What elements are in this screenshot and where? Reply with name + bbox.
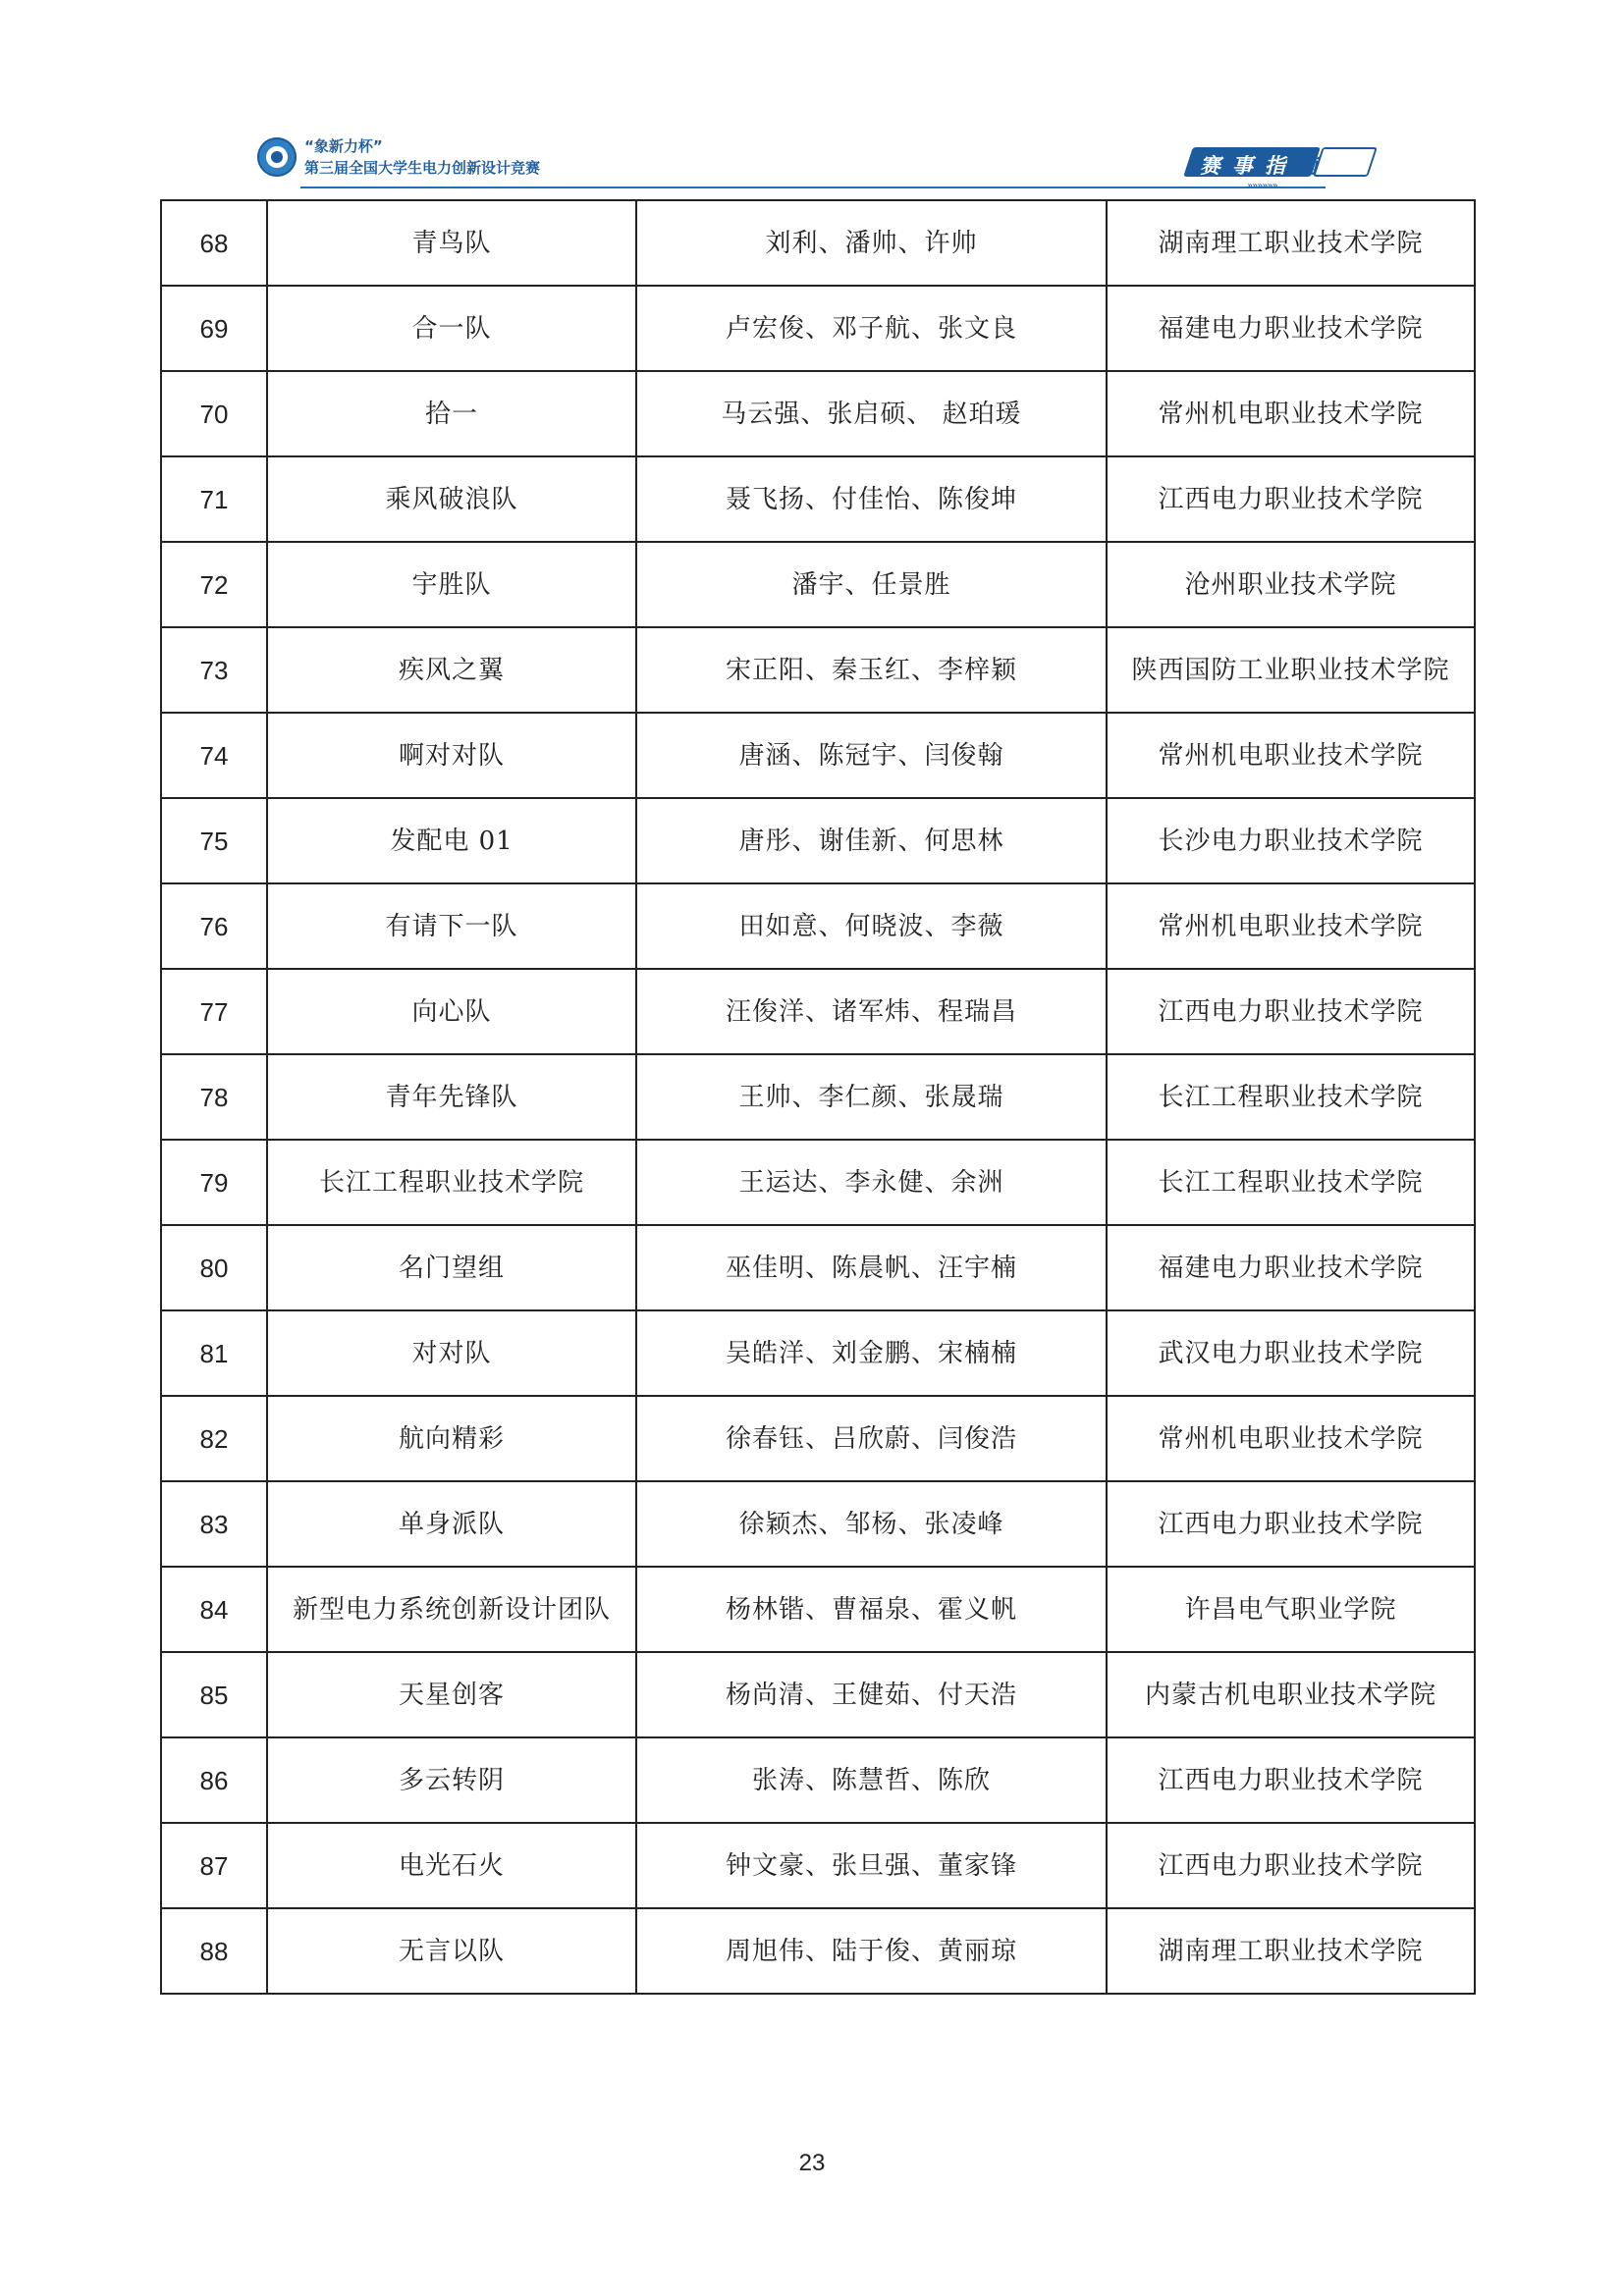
school-cell: 陕西国防工业职业技术学院 [1107, 627, 1475, 713]
team-members-cell: 唐涵、陈冠宇、闫俊翰 [636, 713, 1107, 798]
team-members-cell: 卢宏俊、邓子航、张文良 [636, 286, 1107, 371]
team-members-cell: 唐彤、谢佳新、何思林 [636, 798, 1107, 883]
school-cell: 江西电力职业技术学院 [1107, 456, 1475, 542]
team-number-cell: 87 [161, 1823, 267, 1908]
team-number-cell: 84 [161, 1567, 267, 1652]
team-number-cell: 86 [161, 1737, 267, 1823]
team-members-cell: 刘利、潘帅、许帅 [636, 200, 1107, 286]
team-number-cell: 82 [161, 1396, 267, 1481]
team-members-cell: 潘宇、任景胜 [636, 542, 1107, 627]
team-number-cell: 83 [161, 1481, 267, 1567]
table-row [161, 1908, 1475, 1994]
table-row [161, 1310, 1475, 1396]
school-cell: 福建电力职业技术学院 [1107, 1225, 1475, 1310]
table-row [161, 1823, 1475, 1908]
team-members-cell: 杨林锴、曹福泉、霍义帆 [636, 1567, 1107, 1652]
team-number-cell: 72 [161, 542, 267, 627]
table-row [161, 1481, 1475, 1567]
team-name-cell: 青鸟队 [267, 200, 636, 286]
team-name-cell: 单身派队 [267, 1481, 636, 1567]
table-row [161, 1652, 1475, 1737]
table-row [161, 1567, 1475, 1652]
team-name-cell: 合一队 [267, 286, 636, 371]
school-cell: 长沙电力职业技术学院 [1107, 798, 1475, 883]
school-cell: 湖南理工职业技术学院 [1107, 1908, 1475, 1994]
team-name-cell: 多云转阴 [267, 1737, 636, 1823]
team-name-cell: 无言以队 [267, 1908, 636, 1994]
table-row [161, 798, 1475, 883]
header-title-line1: “象新力杯” [304, 137, 383, 155]
team-members-cell: 王帅、李仁颜、张晟瑞 [636, 1054, 1107, 1140]
team-members-cell: 宋正阳、秦玉红、李梓颖 [636, 627, 1107, 713]
table-row [161, 1737, 1475, 1823]
school-cell: 长江工程职业技术学院 [1107, 1054, 1475, 1140]
team-members-cell: 张涛、陈慧哲、陈欣 [636, 1737, 1107, 1823]
team-number-cell: 76 [161, 883, 267, 969]
team-name-cell: 新型电力系统创新设计团队 [267, 1567, 636, 1652]
table-row [161, 713, 1475, 798]
table-row [161, 883, 1475, 969]
table-row [161, 542, 1475, 627]
school-cell: 许昌电气职业学院 [1107, 1567, 1475, 1652]
school-cell: 常州机电职业技术学院 [1107, 883, 1475, 969]
team-members-cell: 聂飞扬、付佳怡、陈俊坤 [636, 456, 1107, 542]
team-number-cell: 71 [161, 456, 267, 542]
team-members-cell: 田如意、何晓波、李薇 [636, 883, 1107, 969]
team-name-cell: 对对队 [267, 1310, 636, 1396]
school-cell: 沧州职业技术学院 [1107, 542, 1475, 627]
team-name-cell: 乘风破浪队 [267, 456, 636, 542]
team-number-cell: 77 [161, 969, 267, 1054]
school-cell: 常州机电职业技术学院 [1107, 713, 1475, 798]
team-name-cell: 疾风之翼 [267, 627, 636, 713]
school-cell: 江西电力职业技术学院 [1107, 969, 1475, 1054]
team-number-cell: 85 [161, 1652, 267, 1737]
team-members-cell: 钟文豪、张旦强、董家锋 [636, 1823, 1107, 1908]
guide-badge: 赛事指南 »»»»»» [1188, 147, 1375, 179]
team-name-cell: 航向精彩 [267, 1396, 636, 1481]
school-cell: 常州机电职业技术学院 [1107, 371, 1475, 456]
team-number-cell: 81 [161, 1310, 267, 1396]
page-header [257, 133, 1377, 196]
team-number-cell: 74 [161, 713, 267, 798]
team-name-cell: 啊对对队 [267, 713, 636, 798]
team-number-cell: 80 [161, 1225, 267, 1310]
team-number-cell: 69 [161, 286, 267, 371]
page-number: 23 [798, 2150, 826, 2176]
team-number-cell: 73 [161, 627, 267, 713]
table-row [161, 286, 1475, 371]
team-name-cell: 宇胜队 [267, 542, 636, 627]
team-members-cell: 吴皓洋、刘金鹏、宋楠楠 [636, 1310, 1107, 1396]
team-members-cell: 巫佳明、陈晨帆、汪宇楠 [636, 1225, 1107, 1310]
team-name-cell: 长江工程职业技术学院 [267, 1140, 636, 1225]
table-row [161, 200, 1475, 286]
table-row [161, 1140, 1475, 1225]
team-number-cell: 75 [161, 798, 267, 883]
team-name-cell: 青年先锋队 [267, 1054, 636, 1140]
competition-logo-icon [257, 137, 297, 177]
team-name-cell: 电光石火 [267, 1823, 636, 1908]
table-row [161, 1054, 1475, 1140]
table-row [161, 1396, 1475, 1481]
school-cell: 湖南理工职业技术学院 [1107, 200, 1475, 286]
team-name-cell: 天星创客 [267, 1652, 636, 1737]
school-cell: 福建电力职业技术学院 [1107, 286, 1475, 371]
team-members-cell: 王运达、李永健、余洲 [636, 1140, 1107, 1225]
team-members-cell: 周旭伟、陆于俊、黄丽琼 [636, 1908, 1107, 1994]
chevron-right-icon: »»»»»» [1247, 181, 1277, 191]
team-number-cell: 68 [161, 200, 267, 286]
team-roster-table [160, 199, 1476, 1995]
table-row [161, 456, 1475, 542]
header-divider [300, 187, 1326, 188]
school-cell: 江西电力职业技术学院 [1107, 1737, 1475, 1823]
school-cell: 长江工程职业技术学院 [1107, 1140, 1475, 1225]
team-name-cell: 发配电 01 [267, 798, 636, 883]
team-number-cell: 70 [161, 371, 267, 456]
team-members-cell: 杨尚清、王健茹、付天浩 [636, 1652, 1107, 1737]
team-name-cell: 有请下一队 [267, 883, 636, 969]
school-cell: 常州机电职业技术学院 [1107, 1396, 1475, 1481]
team-members-cell: 徐春钰、吕欣蔚、闫俊浩 [636, 1396, 1107, 1481]
table-row [161, 1225, 1475, 1310]
team-name-cell: 名门望组 [267, 1225, 636, 1310]
table-row [161, 627, 1475, 713]
school-cell: 江西电力职业技术学院 [1107, 1481, 1475, 1567]
table-row [161, 969, 1475, 1054]
header-title-line2: 第三届全国大学生电力创新设计竞赛 [304, 159, 541, 177]
school-cell: 内蒙古机电职业技术学院 [1107, 1652, 1475, 1737]
table-row [161, 371, 1475, 456]
team-number-cell: 88 [161, 1908, 267, 1994]
team-members-cell: 马云强、张启硕、 赵珀瑗 [636, 371, 1107, 456]
team-number-cell: 78 [161, 1054, 267, 1140]
team-name-cell: 向心队 [267, 969, 636, 1054]
team-members-cell: 徐颖杰、邹杨、张凌峰 [636, 1481, 1107, 1567]
team-number-cell: 79 [161, 1140, 267, 1225]
school-cell: 江西电力职业技术学院 [1107, 1823, 1475, 1908]
team-members-cell: 汪俊洋、诸军炜、程瑞昌 [636, 969, 1107, 1054]
school-cell: 武汉电力职业技术学院 [1107, 1310, 1475, 1396]
team-name-cell: 拾一 [267, 371, 636, 456]
